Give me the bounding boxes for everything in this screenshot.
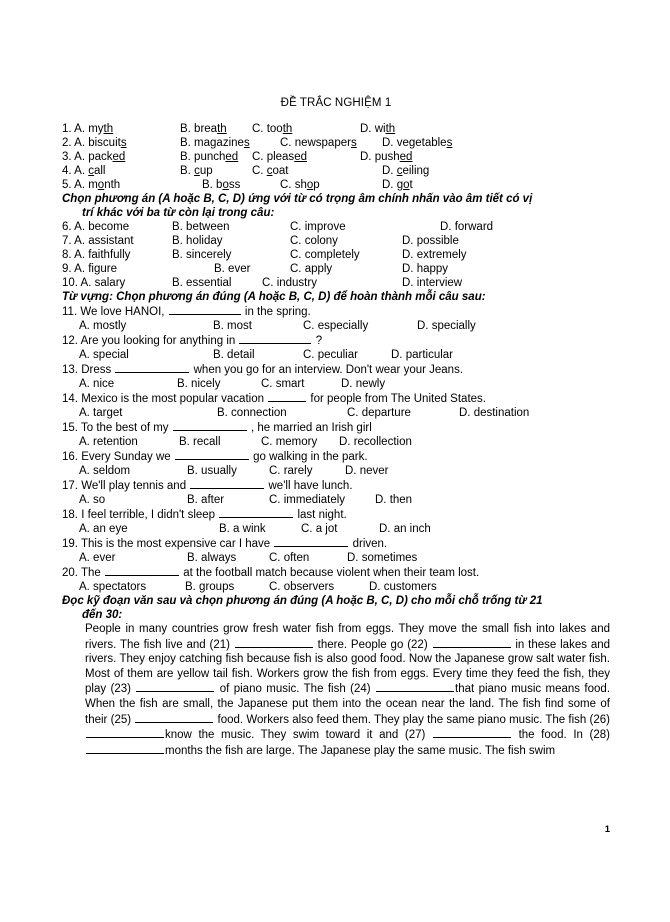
pronunciation-question-row [62, 164, 610, 178]
option-d[interactable]: D. got [382, 179, 413, 191]
option-b[interactable]: B. after [187, 494, 225, 506]
vocabulary-question-stem [62, 449, 610, 464]
stem-text-after: for people from The United States. [310, 393, 486, 405]
answer-blank [239, 333, 311, 344]
stem-text-after: last night. [297, 509, 347, 521]
question-number: 19. [62, 538, 81, 550]
stem-text-before: Dress [81, 364, 112, 376]
option-b[interactable]: B. usually [187, 465, 237, 477]
vocabulary-option-row [62, 464, 610, 478]
option-c[interactable]: C. completely [290, 249, 360, 261]
question-number: 2. [62, 137, 75, 149]
answer-blank [190, 478, 264, 489]
vocabulary-option-row [62, 435, 610, 449]
stem-text-after: driven. [352, 538, 388, 550]
option-b[interactable]: B. most [213, 320, 252, 332]
stressed-sound: ed [399, 151, 413, 163]
option-b[interactable]: B. cup [180, 165, 213, 177]
stem-text-after: go walking in the park. [253, 451, 368, 463]
vocabulary-question-stem [62, 536, 610, 551]
option-d[interactable]: D. forward [440, 221, 494, 233]
stressed-sound: c [396, 165, 403, 177]
option-d[interactable]: D. an inch [379, 523, 431, 535]
stressed-sound: s [243, 137, 250, 149]
vocabulary-option-row [62, 377, 610, 391]
option-d[interactable]: D. extremely [402, 249, 467, 261]
reading-passage: People in many countries grow fresh water fish from eggs. They move the small fish into lakes and rivers. The fish live and (21) there. People go (22) in these lakes and rivers. They enjoy catching fish because fish is also good food. Now the Japanese grow salt water fish. Most of them are yellow tail fish. Workers grow the fish from eggs. Every time they feed the fish, they play (23) of piano music. The fish (24) that piano music means food. When the fish are small, the Japanese put them into the ocean near the land. The fish find some of their (25) food. Workers also feed them. They play the same piano music. The fish (26) know the music. They swim toward it and (27) the food. In (28) months the fish are large. The Japanese play the same music. The fish swim [85, 623, 611, 757]
stressed-sound: th [103, 123, 114, 135]
answer-blank [169, 304, 241, 315]
passage-answer-blank [376, 681, 454, 692]
page-number: 1 [604, 824, 610, 835]
stem-text-before: To the best of my [80, 422, 169, 434]
option-a[interactable]: 8. A. faithfully [62, 249, 131, 261]
stem-text-before: The [80, 567, 101, 579]
option-b[interactable]: B. holiday [172, 235, 223, 247]
option-d[interactable]: D. pushed [360, 151, 413, 163]
question-number: 1. [62, 123, 75, 135]
stress-question-row [62, 234, 610, 248]
option-d[interactable]: D. customers [369, 581, 437, 593]
option-d[interactable]: D. happy [402, 263, 449, 275]
option-b[interactable]: B. detail [213, 349, 255, 361]
vocabulary-question-stem [62, 304, 610, 319]
option-b[interactable]: B. recall [179, 436, 221, 448]
vocabulary-option-row [62, 522, 610, 536]
pronunciation-question-row [62, 122, 610, 136]
stressed-sound: o [403, 179, 410, 191]
question-number: 12. [62, 335, 81, 347]
reading-directive-line1: Đọc kỹ đoạn văn sau và chọn phương án đúng (A hoặc B, C, D) cho mỗi chỗ trống từ 21 [62, 595, 543, 607]
option-b[interactable]: B. connection [217, 407, 287, 419]
option-b[interactable]: B. magazines [180, 137, 250, 149]
option-a[interactable]: 2. A. biscuits [62, 137, 127, 149]
question-number: 16. [62, 451, 82, 463]
option-d[interactable]: D. newly [341, 378, 386, 390]
answer-blank [219, 507, 293, 518]
passage-answer-blank [86, 727, 164, 738]
passage-answer-blank [235, 637, 313, 648]
question-number: 3. [62, 151, 75, 163]
stress-question-row [62, 262, 610, 276]
option-a[interactable]: A. mostly [79, 320, 127, 332]
stressed-sound: th [282, 123, 293, 135]
question-number: 17. [62, 480, 82, 492]
option-a[interactable]: A. seldom [79, 465, 131, 477]
option-c[interactable]: C. shop [280, 179, 320, 191]
question-number: 15. [62, 422, 81, 434]
answer-blank [268, 391, 306, 402]
stressed-sound: s [120, 137, 127, 149]
question-number: 14. [62, 393, 82, 405]
vocabulary-option-row [62, 493, 610, 507]
stress-question-row [62, 276, 610, 290]
stress-directive-line1: Chọn phương án (A hoặc B, C, D) ứng với từ có trọng âm chính nhấn vào âm tiết có vị [62, 193, 533, 205]
option-b[interactable]: B. always [187, 552, 237, 564]
stress-question-list [62, 220, 610, 290]
reading-section-directive [62, 594, 610, 622]
vocabulary-question-stem [62, 507, 610, 522]
option-d[interactable]: D. possible [402, 235, 459, 247]
question-number: 11. [62, 306, 81, 318]
stressed-sound: o [97, 179, 105, 191]
option-a[interactable]: A. retention [79, 436, 138, 448]
stressed-sound: th [385, 123, 396, 135]
option-c[interactable]: C. improve [290, 221, 346, 233]
stressed-sound: c [88, 165, 94, 177]
pronunciation-question-row [62, 150, 610, 164]
option-c[interactable]: C. a jot [301, 523, 338, 535]
option-c[interactable]: C. immediately [269, 494, 346, 506]
option-b[interactable]: B. groups [185, 581, 235, 593]
passage-answer-blank [86, 743, 164, 754]
stem-text-before: Are you looking for anything in [80, 335, 236, 347]
option-c[interactable]: C. pleased [252, 151, 307, 163]
stressed-sound: ed [112, 151, 126, 163]
option-c[interactable]: C. tooth [252, 123, 293, 135]
answer-blank [175, 449, 249, 460]
stressed-sound: o [222, 179, 229, 191]
passage-answer-blank [136, 681, 214, 692]
option-d[interactable]: D. vegetables [382, 137, 453, 149]
option-b[interactable]: B. breath [180, 123, 227, 135]
vocabulary-option-row [62, 319, 610, 333]
option-a[interactable]: A. an eye [79, 523, 128, 535]
option-a[interactable]: 10. A. salary [62, 277, 126, 289]
stressed-sound: c [266, 165, 273, 177]
option-c[interactable]: C. especially [303, 320, 369, 332]
stem-text-after: we'll have lunch. [268, 480, 353, 492]
stem-text-before: Every Sunday we [81, 451, 171, 463]
option-b[interactable]: B. a wink [219, 523, 266, 535]
stressed-sound: c [194, 165, 200, 177]
option-a[interactable]: 4. A. call [62, 165, 106, 177]
option-b[interactable]: B. punched [180, 151, 239, 163]
option-b[interactable]: B. boss [202, 179, 241, 191]
stem-text-after: ? [315, 335, 323, 347]
question-number: 4. [62, 165, 75, 177]
reading-directive-line2: đến 30: [82, 609, 123, 621]
option-a[interactable]: 3. A. packed [62, 151, 126, 163]
vocabulary-option-row [62, 348, 610, 362]
option-d[interactable]: D. recollection [339, 436, 412, 448]
option-a[interactable]: A. spectators [79, 581, 147, 593]
pronunciation-question-row [62, 178, 610, 192]
question-number: 13. [62, 364, 82, 376]
option-b[interactable]: B. between [172, 221, 230, 233]
option-d[interactable]: D. sometimes [347, 552, 418, 564]
option-d[interactable]: D. interview [402, 277, 463, 289]
vocabulary-option-row [62, 580, 610, 594]
option-c[interactable]: C. smart [261, 378, 305, 390]
stressed-sound: s [446, 137, 453, 149]
answer-blank [105, 565, 179, 576]
stem-text-before: This is the most expensive car I have [80, 538, 271, 550]
stem-text-after: when you go for an interview. Don't wear your Jeans. [193, 364, 464, 376]
passage-answer-blank [135, 712, 213, 723]
stress-directive-line2: trí khác với ba từ còn lại trong câu: [82, 207, 275, 219]
vocabulary-question-stem [62, 391, 610, 406]
option-c[interactable]: C. apply [290, 263, 333, 275]
stem-text-before: We'll play tennis and [81, 480, 187, 492]
option-a[interactable]: 9. A. figure [62, 263, 117, 275]
option-b[interactable]: B. essential [172, 277, 232, 289]
option-c[interactable]: C. peculiar [303, 349, 358, 361]
option-a[interactable]: A. special [79, 349, 129, 361]
vocabulary-question-list [62, 304, 610, 594]
stressed-sound: ed [225, 151, 239, 163]
option-c[interactable]: C. departure [347, 407, 411, 419]
option-a[interactable]: A. so [79, 494, 106, 506]
option-d[interactable]: D. with [360, 123, 396, 135]
option-c[interactable]: C. often [269, 552, 310, 564]
stem-text-before: We love HANOI, [80, 306, 165, 318]
answer-blank [173, 420, 247, 431]
option-d[interactable]: D. never [345, 465, 389, 477]
option-d[interactable]: D. destination [459, 407, 530, 419]
vocabulary-section-directive: Từ vựng: Chọn phương án đúng (A hoặc B, C, D) để hoàn thành mỗi câu sau: [62, 291, 486, 303]
option-b[interactable]: B. ever [214, 263, 251, 275]
stressed-sound: o [306, 179, 314, 191]
pronunciation-question-row [62, 136, 610, 150]
option-c[interactable]: C. coat [252, 165, 289, 177]
option-d[interactable]: D. ceiling [382, 165, 430, 177]
vocabulary-question-stem [62, 362, 610, 377]
vocabulary-question-stem [62, 565, 610, 580]
stressed-sound: ed [294, 151, 307, 163]
option-b[interactable]: B. sincerely [172, 249, 232, 261]
vocabulary-question-stem [62, 333, 610, 348]
passage-answer-blank [433, 637, 511, 648]
vocabulary-question-stem [62, 420, 610, 435]
question-number: 20. [62, 567, 81, 579]
page-title: ĐỀ TRẮC NGHIỆM 1 [280, 97, 392, 109]
vocabulary-option-row [62, 551, 610, 565]
stress-question-row [62, 248, 610, 262]
option-d[interactable]: D. specially [417, 320, 476, 332]
option-a[interactable]: A. ever [79, 552, 116, 564]
option-a[interactable]: 6. A. become [62, 221, 130, 233]
document-content [62, 96, 610, 758]
stressed-sound: th [217, 123, 227, 135]
vocabulary-question-stem [62, 478, 610, 493]
pronunciation-question-list [62, 122, 610, 192]
stem-text-after: , he married an Irish girl [250, 422, 372, 434]
stem-text-before: Mexico is the most popular vacation [81, 393, 264, 405]
question-number: 5. [62, 179, 75, 191]
answer-blank [274, 536, 348, 547]
option-d[interactable]: D. then [375, 494, 413, 506]
option-d[interactable]: D. particular [391, 349, 453, 361]
stress-question-row [62, 220, 610, 234]
stem-text-after: at the football match because violent when their team lost. [183, 567, 480, 579]
option-c[interactable]: C. colony [290, 235, 338, 247]
option-b[interactable]: B. nicely [177, 378, 221, 390]
option-a[interactable]: A. nice [79, 378, 115, 390]
option-c[interactable]: C. industry [262, 277, 317, 289]
question-number: 18. [62, 509, 82, 521]
option-c[interactable]: C. newspapers [280, 137, 357, 149]
option-a[interactable]: 5. A. month [62, 179, 121, 191]
option-c[interactable]: C. memory [261, 436, 318, 448]
option-a[interactable]: 7. A. assistant [62, 235, 134, 247]
vocabulary-option-row [62, 406, 610, 420]
stem-text-after: in the spring. [244, 306, 311, 318]
stress-section-directive [62, 192, 610, 220]
stressed-sound: s [350, 137, 357, 149]
stem-text-before: I feel terrible, I didn't sleep [81, 509, 216, 521]
option-c[interactable]: C. observers [269, 581, 335, 593]
option-a[interactable]: A. target [79, 407, 123, 419]
passage-answer-blank [433, 727, 511, 738]
option-a[interactable]: 1. A. myth [62, 123, 114, 135]
answer-blank [115, 362, 189, 373]
option-c[interactable]: C. rarely [269, 465, 313, 477]
